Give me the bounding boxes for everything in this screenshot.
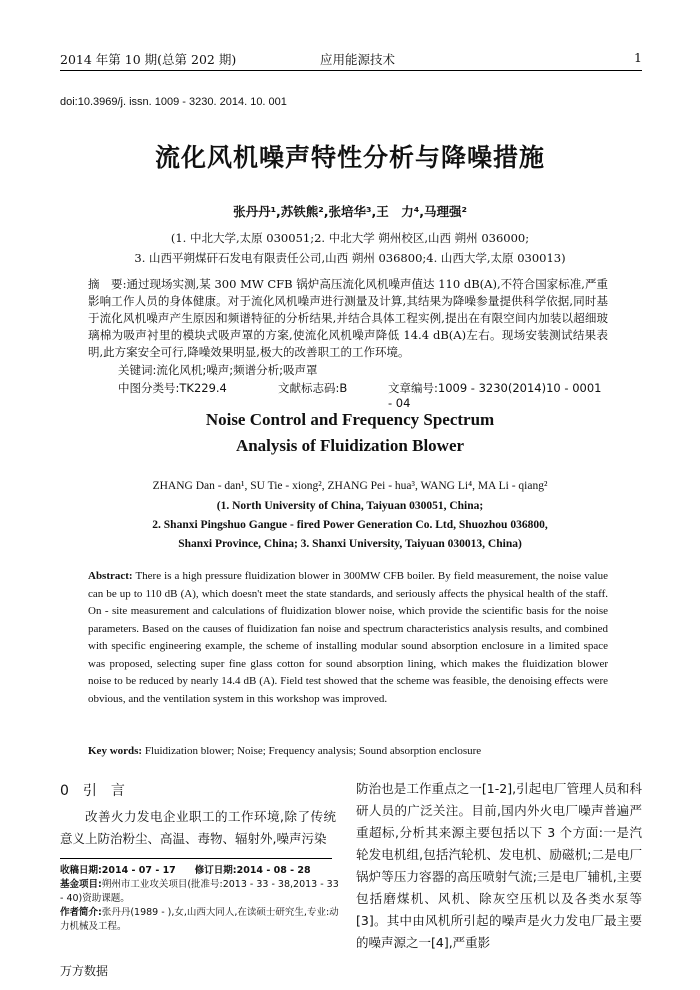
section-heading: 0 引 言 [60,783,125,799]
english-affiliation-line: (1. North University of China, Taiyuan 030051, China; [216,500,484,512]
clc-number: 中图分类号:TK229.4 [118,381,227,395]
author-bio-label: 作者简介: [60,907,102,918]
chinese-authors: 张丹丹¹,苏铁熊²,张培华³,王 力⁴,马理强² [233,204,467,219]
english-keywords [88,743,608,761]
abstract-body: There is a high pressure fluidization blower in 300MW CFB boiler. By field measurement, the noise value can be up to 110 dB (A), which doesn't meet the state standards, and seriously affects the physical health of the staff. On - site measurement and calculations of fluidization blower noise, which provide the scientific basis for the noise parameters. Based on the causes of fluidization fan noise and spectrum characteristics analysis results, and combined with specific engineering example, the scheme of installing modular sound absorption enclosure in a limited space was proposed, selecting super fine glass cotton for sound absorption lining, which makes the fluidization blower noise to be reduced by nearly 14.4 dB (A). Field test showed that the scheme was feasible, the denoising effects were obvious, and the ventilation system in this workshop was improved. [88,570,608,705]
issue-info: 2014 年第 10 期(总第 202 期) [60,52,237,67]
abstract-label: Abstract: [88,570,133,582]
doi: doi:10.3969/j. issn. 1009 - 3230. 2014. 10. 001 [60,96,287,108]
keywords-label: Key words: [88,745,143,757]
document-code: 文献标志码:B [278,381,348,395]
fund-label: 基金项目: [60,879,102,890]
right-column-text: 防治也是工作重点之一[1-2],引起电厂管理人员和科研人员的广泛关注。目前,国内外火电厂噪声普遍严重超标,分析其来源主要包括以下 3 个方面:一是汽轮发电机组,包括汽轮机、发电机、励磁机;二是电厂锅炉等压力容器的高压喷射气流;三是电厂辅机,主要包括磨煤机、风机、除灰空压机以及各类水泵等[3]。其中由风机所引起的噪声是火力发电厂最主要的噪声源之一[4],严重影 [356,781,642,950]
author-bio-text: 张丹丹(1989 - ),女,山西大同人,在读硕士研究生,专业:动力机械及工程。 [60,907,339,932]
chinese-affiliation-line: (1. 中北大学,太原 030051;2. 中北大学 朔州校区,山西 朔州 036000; [170,231,530,245]
english-title-line: Noise Control and Frequency Spectrum [205,410,495,429]
keywords-body: Fluidization blower; Noise; Frequency analysis; Sound absorption enclosure [142,745,482,757]
journal-name: 应用能源技术 [320,52,396,67]
english-authors: ZHANG Dan - dan¹, SU Tie - xiong², ZHANG Pei - hua³, WANG Li⁴, MA Li - qiang² [152,480,548,492]
footnote-rule [60,858,332,859]
classification-line [118,380,608,410]
left-column-text: 改善火力发电企业职工的工作环境,除了传统意义上防治粉尘、高温、毒物、辐射外,噪声污染 [60,809,336,846]
watermark: 万方数据 [60,964,109,978]
received-dates: 收稿日期:2014 - 07 - 17 修订日期:2014 - 08 - 28 [60,865,311,876]
english-affiliation-line: Shanxi Province, China; 3. Shanxi University, Taiyuan 030013, China) [178,538,522,550]
english-affiliation-line: 2. Shanxi Pingshuo Gangue - fired Power Generation Co. Ltd, Shuozhou 036800, [152,519,548,531]
page-number: 1 [634,50,642,65]
chinese-abstract: 摘 要:通过现场实测,某 300 MW CFB 锅炉高压流化风机噪声值达 110 dB(A),不符合国家标准,严重影响工作人员的身体健康。对于流化风机噪声进行测量及计算,其结果为降噪参量提供科学依据,同时基于流化风机噪声产生原因和频谱特征的分析结果,并结合具体工程实例,提出在有限空间内加装以超细玻璃棉为吸声衬里的模块式吸声罩的方案,使流化风机噪声降低 14.4 dB(A)左右。现场安装测试结果表明,此方案安全可行,降噪效果明显,极大的改善职工的工作环境。 [88,277,608,359]
header-rule [60,70,642,71]
chinese-title: 流化风机噪声特性分析与降噪措施 [154,143,545,172]
english-title-line: Analysis of Fluidization Blower [235,436,465,455]
article-number: 文章编号:1009 - 3230(2014)10 - 0001 - 04 [388,381,602,410]
english-abstract [88,568,608,708]
fund-text: 朔州市工业攻关项目(批准号:2013 - 33 - 38,2013 - 33 - 40)资助课题。 [60,879,339,904]
chinese-keywords: 关键词:流化风机;噪声;频谱分析;吸声罩 [118,363,318,377]
chinese-affiliation-line: 3. 山西平朔煤矸石发电有限责任公司,山西 朔州 036800;4. 山西大学,太原 030013) [134,251,566,265]
footnote-block [60,864,340,934]
